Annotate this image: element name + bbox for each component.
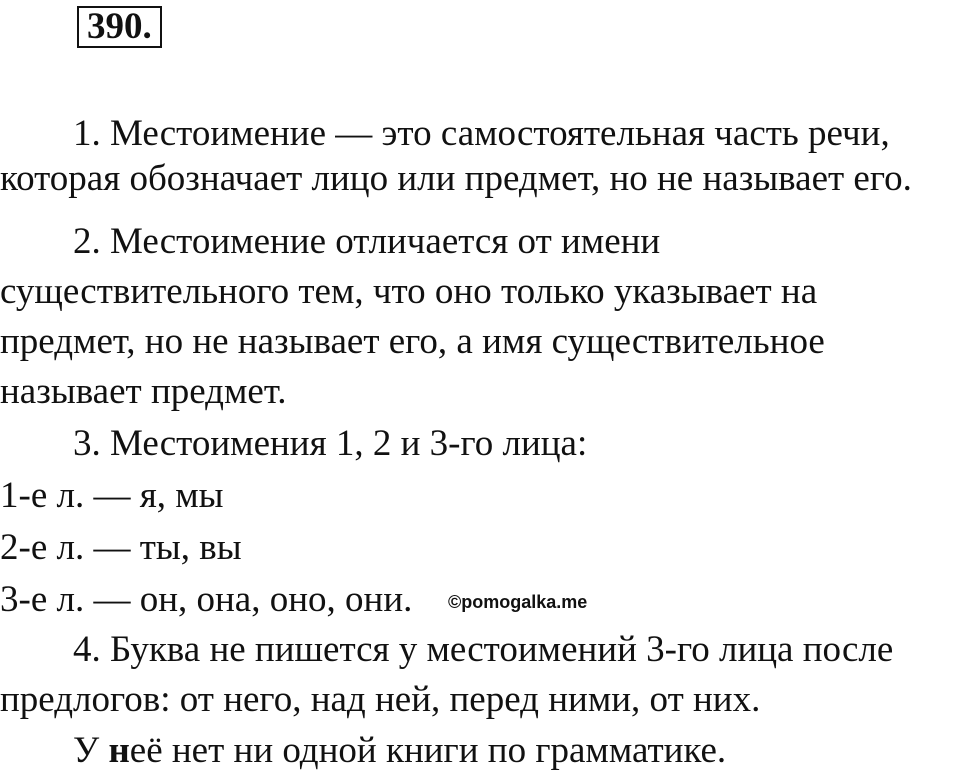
paragraph-1-line-1: 1. Местоимение — это самостоятельная часть речи, <box>73 113 890 154</box>
paragraph-2-line-4: называет предмет. <box>0 371 287 412</box>
task-number: 390. <box>87 6 152 47</box>
paragraph-2-line-2: существительного тем, что оно только указывает на <box>0 271 818 312</box>
paragraph-3-heading: 3. Местоимения 1, 2 и 3-го лица: <box>73 423 588 464</box>
example-prefix: У <box>73 730 109 771</box>
paragraph-4-line-2: предлогов: от него, над ней, перед ними, от них. <box>0 679 761 720</box>
pronoun-list-item-1: 1-е л. — я, мы <box>0 475 224 516</box>
paragraph-1-line-2: которая обозначает лицо или предмет, но не называет его. <box>0 158 912 199</box>
task-number-box <box>77 6 162 48</box>
pronoun-list-item-2: 2-е л. — ты, вы <box>0 527 242 568</box>
pronoun-list-item-3: 3-е л. — он, она, оно, они. <box>0 579 413 620</box>
example-bold-letter: н <box>108 730 130 771</box>
watermark: ©pomogalka.me <box>448 592 588 612</box>
example-sentence <box>73 729 726 773</box>
paragraph-4-line-1: 4. Буква не пишется у местоимений 3-го лица после <box>73 629 894 670</box>
paragraph-2-line-3: предмет, но не называет его, а имя существительное <box>0 321 825 362</box>
paragraph-2-line-1: 2. Местоимение отличается от имени <box>73 221 661 262</box>
example-suffix: её нет ни одной книги по грамматике. <box>129 730 727 771</box>
